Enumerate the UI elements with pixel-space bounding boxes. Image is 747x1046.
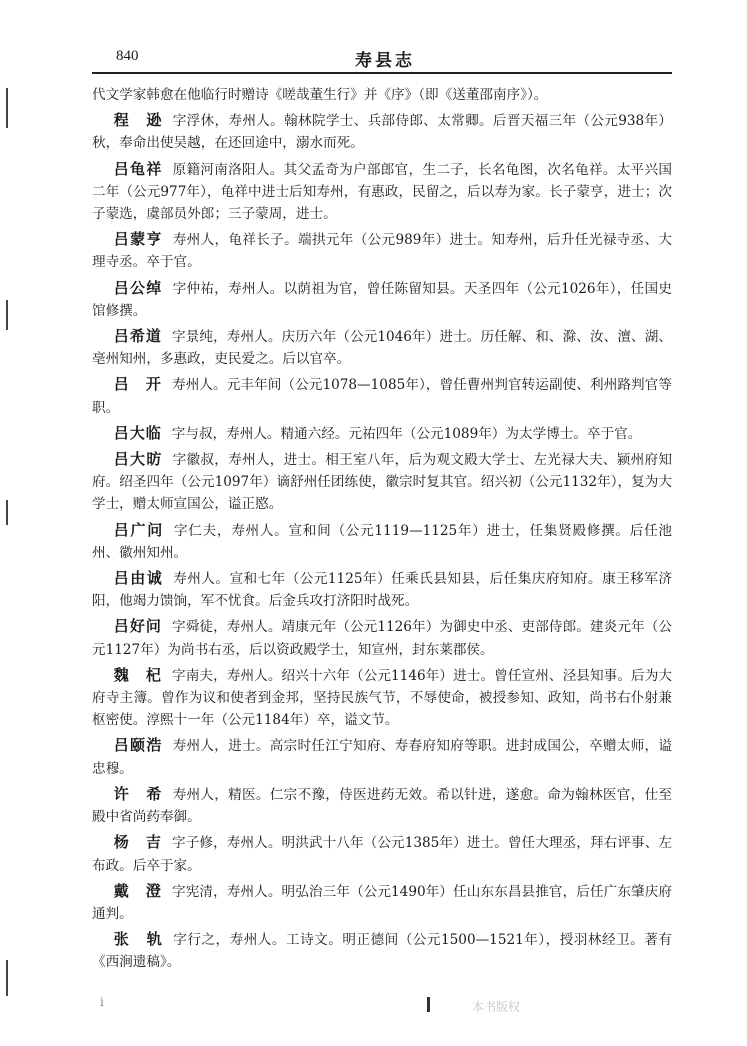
entry-text: 寿州人，进士。高宗时任江宁知府、寿春府知府等职。进封成国公，卒赠太师，谥忠穆。	[92, 738, 672, 777]
binding-mark	[6, 300, 8, 330]
entry-text: 字徽叔，寿州人，进士。相王室八年，后为观文殿大学士、左光禄大夫、颍州府知府。绍圣四年（公元1097年）谪舒州任团练使，徽宗时复其官。绍兴初（公元1132年），复为大学士，赠太师宣国公，谥正愍。	[92, 452, 672, 513]
biography-entry	[92, 277, 672, 322]
biography-entry	[92, 928, 672, 973]
biography-entry	[92, 325, 672, 370]
binding-mark	[6, 960, 8, 996]
entry-name: 吕公绰	[113, 278, 163, 297]
binding-mark	[6, 500, 8, 525]
biography-entry	[92, 158, 672, 226]
intro-paragraph: 代文学家韩愈在他临行时赠诗《嗟哉董生行》并《序》（即《送董邵南序》）。	[92, 87, 548, 103]
entry-name: 杨 吉	[113, 833, 163, 852]
entry-name: 吕颐浩	[113, 736, 163, 755]
entry-name: 吕由诚	[113, 569, 164, 588]
entry-name: 吕龟祥	[113, 159, 163, 178]
biography-entry	[92, 448, 672, 516]
entry-name: 吕希道	[113, 327, 163, 346]
entry-text: 字舜徒，寿州人。靖康元年（公元1126年）为御史中丞、吏部侍郎。建炎元年（公元1127年）为尚书右丞，后以资政殿学士，知宣州，封东莱郡侯。	[92, 619, 672, 658]
entry-name: 魏 杞	[113, 665, 163, 684]
entry-name: 吕 开	[113, 375, 163, 394]
entry-text: 字宪清，寿州人。明弘治三年（公元1490年）任山东东昌县推官，后任广东肇庆府通判。	[92, 883, 672, 922]
biography-entry	[92, 228, 672, 273]
entry-name: 吕好问	[113, 617, 163, 636]
entry-name: 吕大昉	[113, 450, 163, 469]
entry-text: 寿州人，精医。仁宗不豫，侍医进药无效。希以针进，遂愈。命为翰林医官，仕至殿中省尚药奉御。	[92, 786, 672, 826]
page-body	[92, 84, 672, 974]
entry-text: 字与叔，寿州人。精通六经。元祐四年（公元1089年）为太学博士。卒于官。	[171, 425, 642, 442]
entry-name: 吕大临	[113, 423, 162, 442]
entry-text: 寿州人。宣和七年（公元1125年）任乘氏县知县，后任集庆府知府。康王移军济阳，他竭力馈饷，军不忧食。后金兵攻打济阳时战死。	[92, 571, 672, 610]
entry-text: 寿州人，龟祥长子。端拱元年（公元989年）进士。知寿州，后升任光禄寺丞、大理寺丞。卒于官。	[92, 232, 672, 271]
entry-name: 戴 澄	[113, 881, 163, 900]
binding-mark	[6, 88, 8, 128]
entry-text: 原籍河南洛阳人。其父孟奇为户部郎官，生二子，长名龟图，次名龟祥。太平兴国二年（公元977年），龟祥中进士后知寿州，有惠政，民留之，后以寿为家。长子蒙亨，进士；次子蒙选，虞部员外郎；三子蒙周，进士。	[92, 161, 672, 223]
biography-entry	[92, 109, 672, 154]
biography-entry	[92, 373, 672, 418]
biography-entry	[92, 880, 672, 925]
biography-entry	[92, 519, 672, 564]
entry-text: 字仁夫，寿州人。宣和间（公元1119—1125年）进士，任集贤殿修撰。后任池州、徽州知州。	[92, 522, 672, 561]
entry-text: 字景纯，寿州人。庆历六年（公元1046年）进士。历任解、和、滁、汝、澶、湖、亳州知州，多惠政，吏民爱之。后以官卒。	[92, 329, 672, 368]
footer-mark: i	[100, 995, 104, 1009]
entry-text: 字行之，寿州人。工诗文。明正德间（公元1500—1521年），授羽林经卫。著有《西涧遗稿》。	[92, 932, 672, 971]
biography-entry	[92, 664, 672, 732]
entry-text: 寿州人。元丰年间（公元1078—1085年），曾任曹州判官转运副使、利州路判官等职。	[92, 377, 672, 416]
biography-entry	[92, 734, 672, 779]
biography-entry	[92, 831, 672, 876]
biography-entry	[92, 615, 672, 660]
entry-text: 字仲祐，寿州人。以荫祖为官，曾任陈留知县。天圣四年（公元1026年），任国史馆修撰。	[92, 280, 672, 319]
entry-name: 吕广问	[113, 520, 164, 539]
scan-mark	[427, 997, 430, 1012]
entry-text: 字浮休，寿州人。翰林院学士、兵部侍郎、太常卿。后晋天福三年（公元938年）秋，奉命出使吴越，在还回途中，溺水而死。	[92, 113, 672, 152]
biography-entry	[92, 783, 672, 828]
biography-list	[92, 109, 672, 973]
entry-name: 许 希	[113, 784, 163, 803]
entry-name: 张 轨	[113, 930, 164, 949]
header-divider	[92, 72, 672, 74]
biography-entry	[92, 422, 672, 445]
entry-name: 程 逊	[113, 111, 163, 130]
entry-name: 吕蒙亨	[113, 230, 163, 249]
entry-text: 字南夫，寿州人。绍兴十六年（公元1146年）进士。曾任宣州、泾县知事。后为大府寺主簿。曾作为议和使者到金邦，坚持民族气节，不辱使命，被授参知、政知，尚书右仆射兼枢密使。淳熙十一年（公元1184年）卒，谥文节。	[92, 667, 672, 729]
page-title: 寿县志	[355, 51, 415, 71]
biography-entry	[92, 567, 672, 612]
entry-text: 字子修，寿州人。明洪武十八年（公元1385年）进士。曾任大理丞，拜右评事、左布政。后卒于家。	[92, 835, 672, 874]
footer-stamp: 本书版权	[472, 1000, 521, 1014]
page-number: 840	[116, 48, 139, 64]
